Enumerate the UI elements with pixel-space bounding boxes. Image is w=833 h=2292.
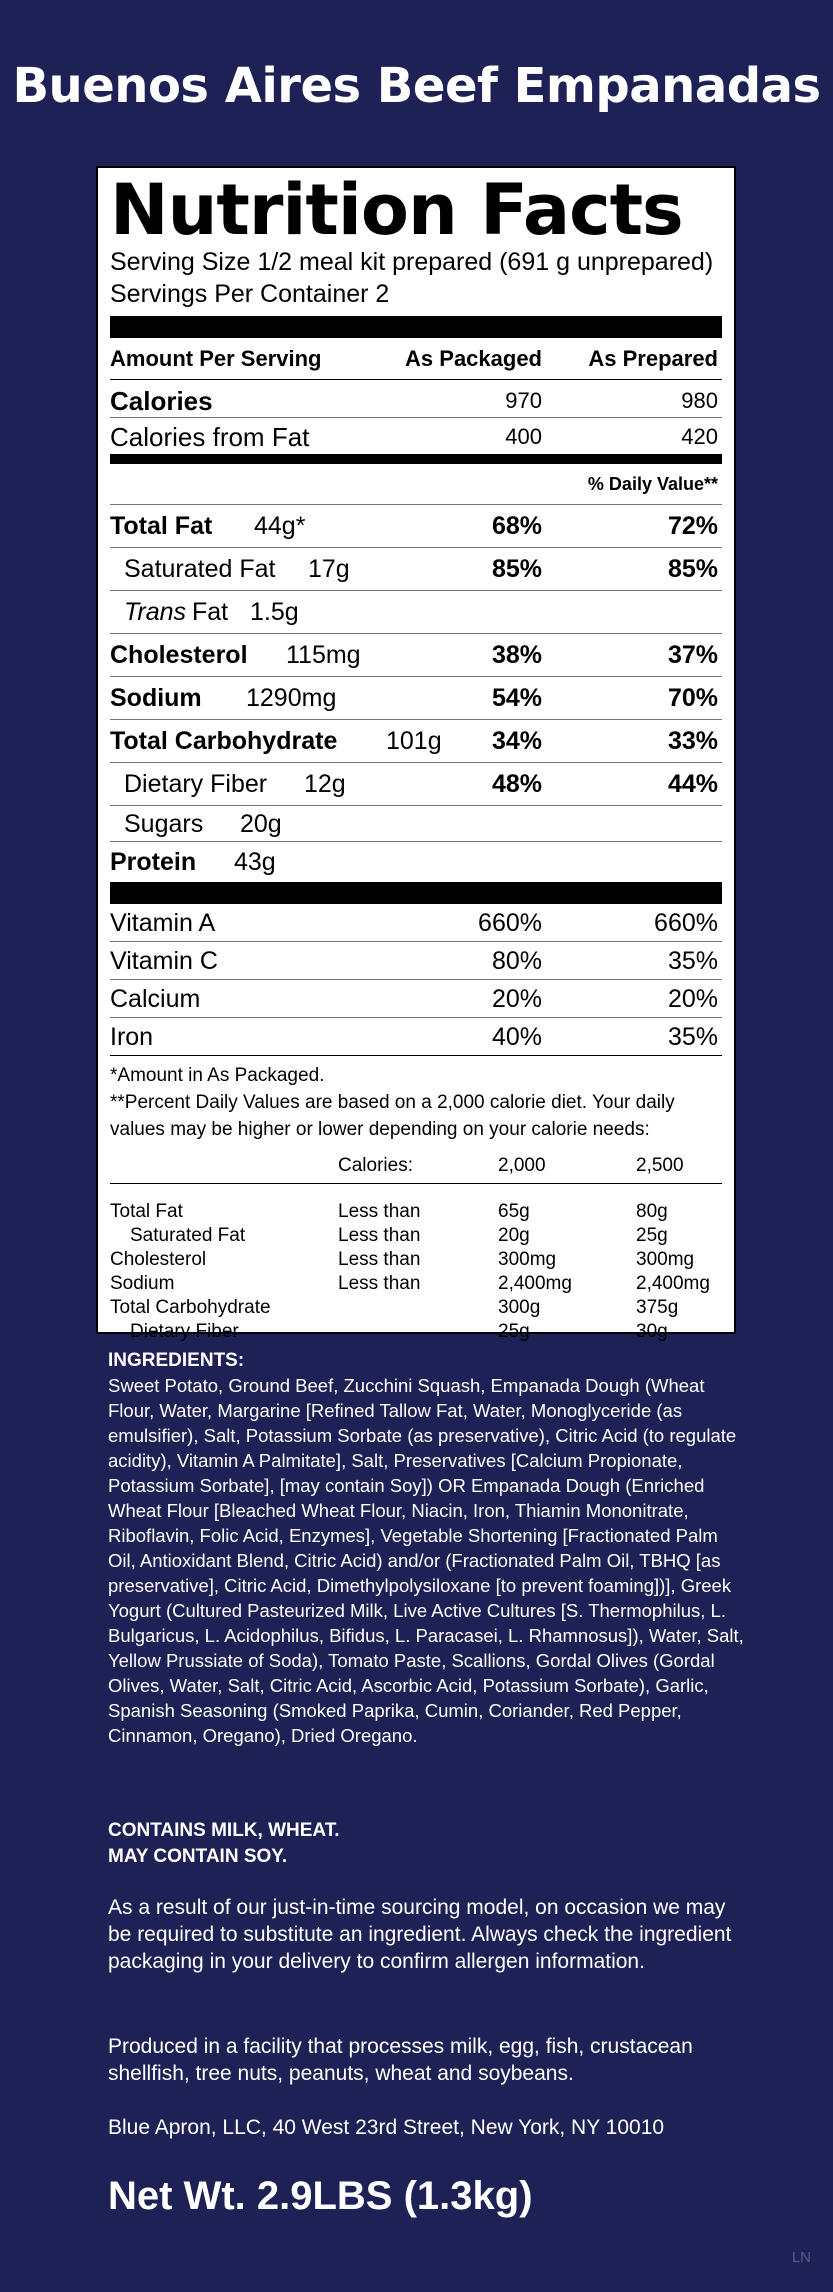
- nutrient-row-protein: [110, 842, 722, 882]
- servings-per-container: [110, 278, 722, 310]
- nutrient-row-sugars: [110, 806, 722, 842]
- nutrient-dv-prepared: 37%: [667, 641, 718, 669]
- calories-row: [110, 380, 722, 418]
- dv-row-2000: 2,400mg: [498, 1273, 572, 1294]
- servings-value: 2: [375, 280, 390, 308]
- dv-row-name: Cholesterol: [110, 1249, 207, 1270]
- calories-from-fat-packaged: 400: [505, 424, 542, 449]
- amount-per-serving: Amount Per Serving: [110, 346, 322, 371]
- calories-label: Calories: [110, 386, 213, 416]
- nutrient-row-saturated-fat: [110, 548, 722, 591]
- nutrient-dv-packaged: 85%: [491, 555, 542, 583]
- vitamin-dv-prepared: 35%: [667, 1023, 718, 1051]
- dv-row-name: Total Carbohydrate: [110, 1297, 271, 1318]
- dv-row-2000: 65g: [498, 1201, 530, 1222]
- dv-row-2500: 300mg: [636, 1249, 695, 1270]
- vitamin-dv-packaged: 660%: [478, 909, 542, 937]
- company-address: Blue Apron, LLC, 40 West 23rd Street, New York, NY 10010: [108, 2116, 665, 2139]
- vitamin-dv-prepared: 660%: [654, 909, 718, 937]
- dv-row-2500: 375g: [636, 1297, 679, 1318]
- dv-row-qualifier: Less than: [338, 1225, 421, 1246]
- vitamin-row: [110, 942, 722, 980]
- nutrient-name: Sodium: [110, 684, 202, 712]
- vitamin-row: [110, 980, 722, 1018]
- vitamin-row: [110, 904, 722, 942]
- nutrient-dv-prepared: 85%: [667, 555, 718, 583]
- nutrient-name: Total Fat: [110, 512, 213, 540]
- nutrient-amount: 12g: [304, 770, 346, 798]
- nutrient-name: Trans: [124, 598, 187, 626]
- dv-row-2500: 2,400mg: [636, 1273, 710, 1294]
- allergen-statement: [108, 1818, 340, 1870]
- nutrient-dv-packaged: 68%: [491, 512, 542, 540]
- product-title: Buenos Aires Beef Empanadas: [12, 58, 821, 114]
- nutrient-amount: 43g: [234, 848, 276, 876]
- nutrient-amount: 101g: [386, 727, 442, 755]
- allergen-contains: CONTAINS MILK, WHEAT.: [108, 1820, 340, 1841]
- dv-table-row: [110, 1200, 722, 1224]
- ingredients-section: [108, 1348, 748, 1748]
- calories-prepared: 980: [681, 388, 718, 413]
- amount-header-row: [110, 338, 722, 380]
- allergen-may-contain: MAY CONTAIN SOY.: [108, 1846, 288, 1867]
- calories-packaged: 970: [505, 388, 542, 413]
- nutrient-amount: 1290mg: [246, 684, 337, 712]
- nutrient-dv-packaged: 48%: [491, 770, 542, 798]
- vitamin-name: Calcium: [110, 985, 201, 1013]
- dv-table-row: [110, 1272, 722, 1296]
- nutrient-dv-packaged: 38%: [491, 641, 542, 669]
- vitamin-name: Vitamin C: [110, 947, 218, 975]
- dv-table-header: [110, 1149, 722, 1184]
- nutrient-row-trans-fat: [110, 591, 722, 634]
- vitamin-name: Iron: [110, 1023, 154, 1051]
- net-weight: Net Wt. 2.9LBS (1.3kg): [108, 2174, 533, 2218]
- nutrient-amount: 1.5g: [250, 598, 299, 626]
- nutrition-facts-panel: [96, 166, 736, 1342]
- dv-row-qualifier: Less than: [338, 1201, 421, 1222]
- nutrient-row-cholesterol: [110, 634, 722, 677]
- servings-label: Servings Per Container: [110, 280, 369, 308]
- vitamin-name: Vitamin A: [110, 909, 216, 937]
- dv-col-2000: 2,000: [498, 1155, 546, 1176]
- thick-divider: [110, 882, 722, 904]
- dv-row-qualifier: Less than: [338, 1249, 421, 1270]
- nutrient-dv-packaged: 34%: [491, 727, 542, 755]
- ingredients-heading: INGREDIENTS:: [108, 1350, 245, 1371]
- nutrient-amount: 44g*: [254, 512, 306, 540]
- nutrient-name: Cholesterol: [110, 641, 248, 669]
- corner-mark: LN: [791, 2249, 811, 2266]
- daily-value-table: [110, 1149, 722, 1344]
- ingredients-text: Sweet Potato, Ground Beef, Zucchini Squash, Empanada Dough (Wheat Flour, Water, Margarine [Refined Tallow Fat, Water, Monoglyceride (as emulsifier), Salt, Potassium Sorbate (as preservative), Citric Acid (to regulate acidity), Vitamin A Palmitate], Salt, Preservatives [Calcium Propionate, Potassium Sorbate], [may contain Soy]) OR Empanada Dough (Enriched Wheat Flour [Bleached Wheat Flour, Niacin, Iron, Thiamin Mononitrate, Riboflavin, Folic Acid, Enzymes], Vegetable Shortening [Fractionated Palm Oil, Antioxidant Blend, Citric Acid) and/or (Fractionated Palm Oil, TBHQ [as preservative], Citric Acid, Dimethylpolysiloxane [to prevent foaming])], Greek Yogurt (Cultured Pasteurized Milk, Live Active Cultures [S. Thermophilus, L. Bulgaricus, L. Acidophilus, Bifidus, L. Paracasei, L. Rhamnosus]), Water, Salt, Yellow Prussiate of Soda), Tomato Paste, Scallions, Gordal Olives (Gordal Olives, Water, Salt, Citric Acid, Ascorbic Acid, Potassium Sorbate), Garlic, Spanish Seasoning (Smoked Paprika, Cumin, Coriander, Red Pepper, Cinnamon, Oregano), Dried Oregano.: [108, 1375, 744, 1746]
- dv-table-row: [110, 1248, 722, 1272]
- dv-row-2000: 25g: [498, 1321, 530, 1342]
- nutrient-name: Protein: [110, 848, 197, 876]
- nutrient-amount: 20g: [240, 810, 282, 838]
- nutrient-name-suffix: Fat: [192, 598, 229, 626]
- dv-row-name: Total Fat: [110, 1201, 183, 1222]
- nutrient-row-dietary-fiber: [110, 763, 722, 806]
- dv-row-2500: 25g: [636, 1225, 668, 1246]
- vitamin-row: [110, 1018, 722, 1056]
- nutrient-row-total-fat: [110, 505, 722, 548]
- vitamin-dv-packaged: 20%: [491, 985, 542, 1013]
- footnote-amount: *Amount in As Packaged.: [110, 1065, 325, 1086]
- facility-note: Produced in a facility that processes milk, egg, fish, crustacean shellfish, tree nuts, peanuts, wheat and soybeans.: [108, 2035, 693, 2085]
- dv-row-2500: 80g: [636, 1201, 668, 1222]
- vitamin-dv-packaged: 40%: [491, 1023, 542, 1051]
- col-as-packaged: As Packaged: [405, 346, 542, 371]
- serving-size-value: 1/2 meal kit prepared (691 g unprepared): [257, 248, 714, 276]
- nutrient-dv-packaged: 54%: [491, 684, 542, 712]
- dv-row-name: Dietary Fiber: [130, 1321, 239, 1342]
- dv-col-2500: 2,500: [636, 1155, 684, 1176]
- calories-from-fat-prepared: 420: [681, 424, 718, 449]
- thick-divider: [110, 316, 722, 338]
- nutrient-amount: 17g: [308, 555, 350, 583]
- nutrient-dv-prepared: 44%: [667, 770, 718, 798]
- col-as-prepared: As Prepared: [588, 346, 718, 371]
- dv-row-2000: 20g: [498, 1225, 530, 1246]
- vitamin-dv-prepared: 20%: [667, 985, 718, 1013]
- footnote-daily-value: **Percent Daily Values are based on a 2,000 calorie diet. Your daily values may be higher or lower depending on your calorie needs:: [110, 1092, 675, 1140]
- serving-size: [110, 246, 722, 278]
- nutrient-row-total-carbohydrate: [110, 720, 722, 763]
- serving-size-label: Serving Size: [110, 248, 251, 276]
- vitamin-dv-prepared: 35%: [667, 947, 718, 975]
- nutrient-dv-prepared: 33%: [667, 727, 718, 755]
- dv-row-name: Saturated Fat: [130, 1225, 246, 1246]
- vitamin-dv-packaged: 80%: [491, 947, 542, 975]
- nutrient-row-sodium: [110, 677, 722, 720]
- calories-from-fat-label: Calories from Fat: [110, 422, 310, 452]
- dv-row-2500: 30g: [636, 1321, 668, 1342]
- dv-table-row: [110, 1320, 722, 1344]
- dv-table-row: [110, 1296, 722, 1320]
- daily-value-header: % Daily Value**: [110, 464, 722, 505]
- dv-row-name: Sodium: [110, 1273, 175, 1294]
- nutrient-name: Sugars: [124, 810, 204, 838]
- nutrient-name: Saturated Fat: [124, 555, 276, 583]
- dv-table-row: [110, 1224, 722, 1248]
- dv-row-2000: 300mg: [498, 1249, 557, 1270]
- nutrient-dv-prepared: 70%: [667, 684, 718, 712]
- calories-from-fat-row: [110, 418, 722, 454]
- dv-row-2000: 300g: [498, 1297, 541, 1318]
- nutrition-facts-heading: Nutrition Facts: [110, 169, 683, 251]
- nutrient-name: Dietary Fiber: [124, 770, 268, 798]
- dv-row-qualifier: Less than: [338, 1273, 421, 1294]
- sourcing-note: As a result of our just-in-time sourcing model, on occasion we may be required to substitute an ingredient. Always check the ingredient packaging in your delivery to confirm allergen information.: [108, 1896, 732, 1973]
- nutrient-amount: 115mg: [286, 641, 361, 669]
- dv-calories-label: Calories:: [338, 1155, 413, 1176]
- nutrient-name: Total Carbohydrate: [110, 727, 338, 755]
- medium-divider: [110, 454, 722, 464]
- nutrient-dv-prepared: 72%: [667, 512, 718, 540]
